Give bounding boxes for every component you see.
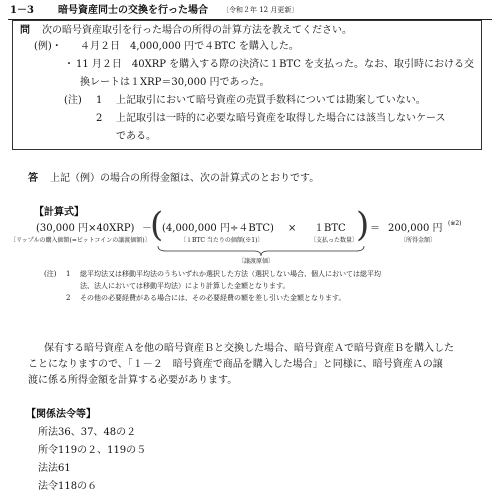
question-label: 問 <box>20 25 30 36</box>
calc-term-1: (30,000 円×40XRP) <box>36 223 135 234</box>
calc-paren-close: ) <box>356 205 370 245</box>
law-item: 法令118の６ <box>38 481 98 492</box>
calc-note-1a: 総平均法又は移動平均法のうちいずれか選択した方法（選択しない場合、個人においては総平均 <box>80 270 381 278</box>
cost-brace <box>156 244 366 258</box>
calc-minus: － <box>142 223 152 234</box>
question-note-label: (注) <box>64 95 82 106</box>
calc-qty-sub: 〔支払った数量〕 <box>310 237 359 244</box>
section-number: 1－3 <box>10 5 34 16</box>
answer-label: 答 <box>28 173 38 184</box>
calc-heading: 【計算式】 <box>34 207 84 218</box>
question-note-1-num: 1 <box>96 95 103 106</box>
calc-result-sub: 〔所得金額〕 <box>400 237 437 244</box>
law-item: 法法61 <box>38 463 71 474</box>
calc-cost-sub: 〔譲渡原価〕 <box>238 258 275 265</box>
calc-note-2-num: 2 <box>66 294 71 302</box>
calc-term-1-sub: 〔リップルの購入価額(=ビットコインの譲渡価額)〕 <box>10 237 151 244</box>
calc-inner-sub: 〔１BTC 当たりの価額(※1)〕 <box>180 237 264 244</box>
calc-note-2: その他の必要経費がある場合には、その必要経費の額を差し引いた金額となります。 <box>80 294 346 302</box>
body-line-2: ことになりますので、「１－２ 暗号資産で商品を購入した場合」と同様に、暗号資産Ａの譲 <box>28 359 443 370</box>
update-note: 〔令和２年 12 月更新〕 <box>222 6 299 14</box>
calc-note-1-num: 1 <box>66 270 71 278</box>
example-bullet-2: ・ <box>64 59 74 70</box>
example-line-2a: 11 月２日 40XRP を購入する際の決済に１BTC を支払った。なお、取引時における交 <box>76 59 475 70</box>
question-note-2-num: 2 <box>96 113 103 124</box>
question-note-1: 上記取引において暗号資産の売買手数料については勘案していない。 <box>116 95 426 106</box>
question-note-2b: である。 <box>116 131 156 142</box>
calc-note-1b: 法、法人においては移動平均法）により計算した金額となります。 <box>80 282 290 290</box>
question-note-2a: 上記取引は一時的に必要な暗号資産を取得した場合には該当しないケース <box>116 113 446 124</box>
calc-times: × <box>288 223 297 234</box>
calc-qty: １BTC <box>314 223 346 234</box>
law-item: 所令119の２、119の５ <box>38 445 147 456</box>
laws-heading: 【関係法令等】 <box>26 409 96 420</box>
body-line-3: 渡に係る所得金額を計算する必要があります。 <box>28 375 238 386</box>
body-line-1: 保有する暗号資産Ａを他の暗号資産Ｂと交換した場合、暗号資産Ａで暗号資産Ｂを購入した <box>44 343 454 354</box>
calc-result: 200,000 円 <box>388 223 443 234</box>
law-item: 所法36、37、48の２ <box>38 427 137 438</box>
calc-result-note: (※2) <box>448 220 462 227</box>
calc-note-label: (注) <box>44 270 57 278</box>
example-label: (例)・ <box>34 41 62 52</box>
example-line-1: ４月２日 4,000,000 円で４BTC を購入した。 <box>80 41 299 52</box>
question-text: 次の暗号資産取引を行った場合の所得の計算方法を教えてください。 <box>42 25 352 36</box>
section-title: 暗号資産同士の交換を行った場合 <box>58 5 208 16</box>
calc-equals: ＝ <box>370 223 380 234</box>
answer-text: 上記（例）の場合の所得金額は、次の計算式のとおりです。 <box>50 173 320 184</box>
example-line-2b: 換レートは１XRP＝30,000 円であった。 <box>80 77 270 88</box>
calc-inner: (4,000,000 円÷４BTC) <box>162 223 274 234</box>
calc-paren-open: ( <box>150 205 164 245</box>
